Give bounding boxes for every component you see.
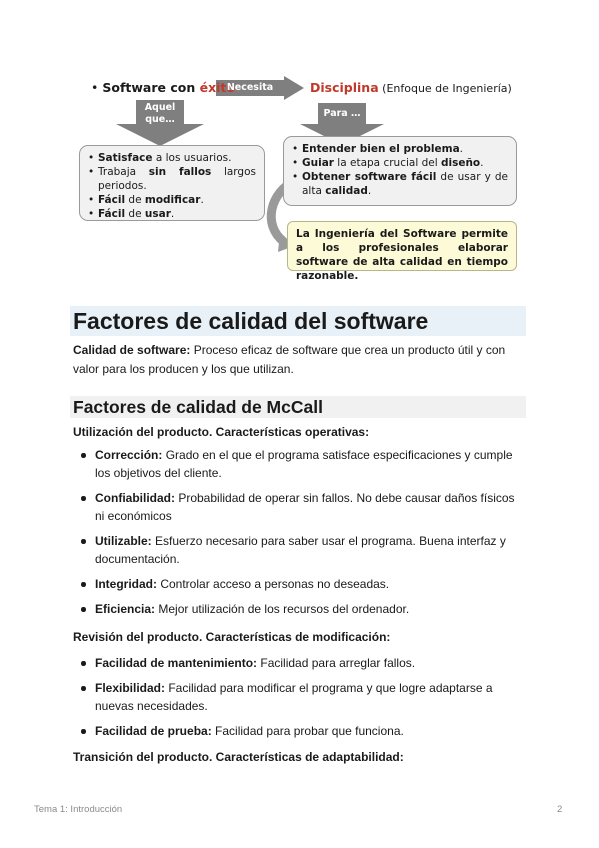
list-item: Facilidad de mantenimiento: Facilidad para arreglar fallos. <box>73 654 523 672</box>
intro-label: Calidad de software: <box>73 343 191 357</box>
list-item: • Fácil de modificar. <box>88 193 256 207</box>
list-item: Eficiencia: Mejor utilización de los recursos del ordenador. <box>73 600 523 618</box>
group-title-transicion: Transición del producto. Características de adaptabilidad: <box>73 750 404 764</box>
list-item: • Obtener software fácil de usar y de alta calidad. <box>292 170 508 198</box>
list-item: Facilidad de prueba: Facilidad para probar que funciona. <box>73 722 523 740</box>
list-item: • Trabaja sin fallos largos periodos. <box>88 165 256 193</box>
footer-chapter: Tema 1: Introducción <box>34 804 123 815</box>
page-number: 2 <box>557 804 563 815</box>
para-label: Para … <box>323 108 361 119</box>
group-title-revision: Revisión del producto. Características de modificación: <box>73 630 391 644</box>
list-item: • Guiar la etapa crucial del diseño. <box>292 156 508 170</box>
utilizacion-list <box>73 446 523 625</box>
enfoque-text: (Enfoque de Ingeniería) <box>378 82 512 95</box>
ingenieria-callout: La Ingeniería del Software permite a los profesionales elaborar software de alta calidad en tiempo razonable. <box>287 221 517 271</box>
aquel-que-label: Aquel que… <box>144 102 176 125</box>
revision-list <box>73 654 523 747</box>
software-con-text: Software con <box>102 80 200 95</box>
top-bullet: • <box>91 80 99 95</box>
process-diagram <box>0 0 599 290</box>
list-item: Utilizable: Esfuerzo necesario para saber usar el programa. Buena interfaz y documentación. <box>73 532 523 568</box>
aquel-que-box <box>79 145 265 221</box>
disciplina-text <box>310 80 512 95</box>
disciplina-word: Disciplina <box>310 80 379 95</box>
para-box <box>283 136 517 206</box>
para-list <box>292 142 508 198</box>
group-title-utilizacion: Utilización del producto. Características operativas: <box>73 425 370 439</box>
list-item: • Satisface a los usuarios. <box>88 151 256 165</box>
list-item: Corrección: Grado en el que el programa satisface especificaciones y cumple los objetivos del cliente. <box>73 446 523 482</box>
list-item: Flexibilidad: Facilidad para modificar el programa y que logre adaptarse a nuevas necesidades. <box>73 679 523 715</box>
intro-paragraph <box>73 341 523 379</box>
diagram-top-line <box>91 80 235 95</box>
list-item: Integridad: Controlar acceso a personas no deseadas. <box>73 575 523 593</box>
list-item: Confiabilidad: Probabilidad de operar sin fallos. No debe causar daños físicos ni económicos <box>73 489 523 525</box>
intro-text: Proceso eficaz de software que crea un producto útil y con valor para los producen y los que utilizan. <box>73 343 506 376</box>
list-item: • Entender bien el problema. <box>292 142 508 156</box>
mccall-title: Factores de calidad de McCall <box>70 396 526 418</box>
section-title: Factores de calidad del software <box>70 306 526 336</box>
necesita-label: Necesita <box>226 82 274 93</box>
list-item: • Fácil de usar. <box>88 207 256 221</box>
aquel-que-list <box>88 151 256 221</box>
exito-text: éxito <box>199 80 235 95</box>
